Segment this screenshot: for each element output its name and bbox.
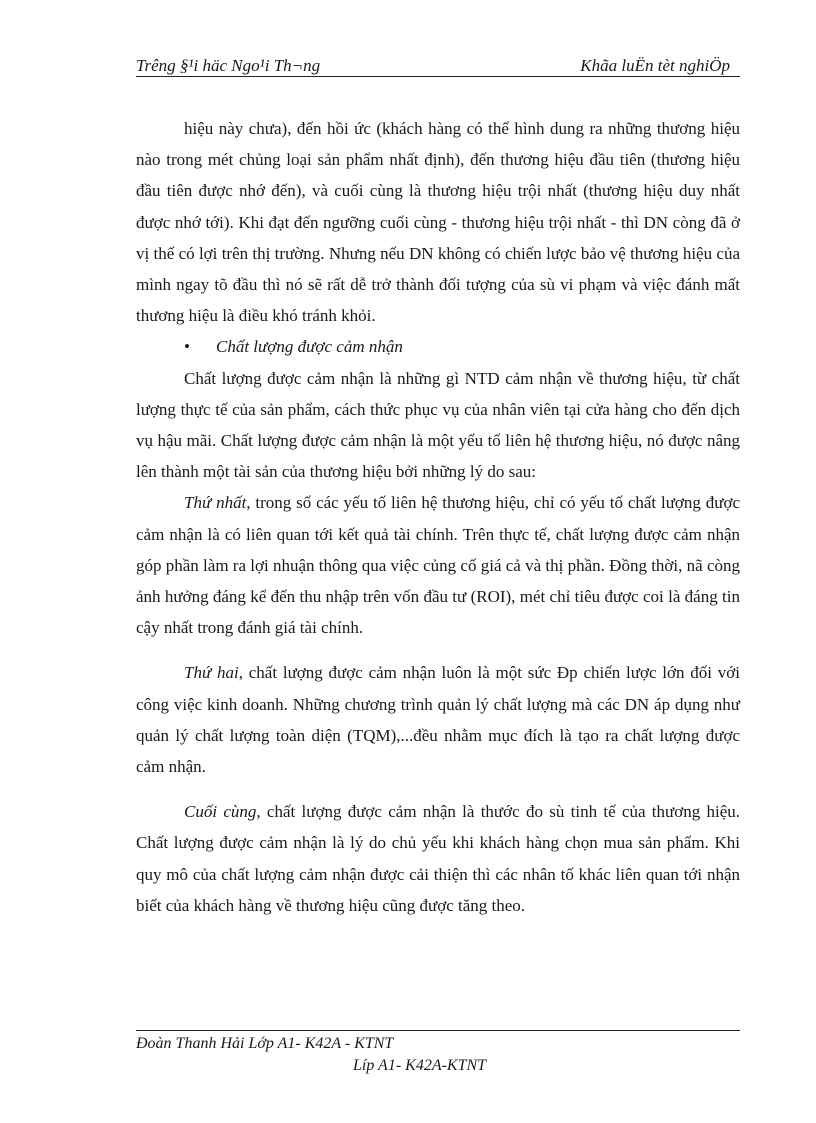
bullet-icon: • bbox=[184, 337, 190, 357]
paragraph-lead: Thứ nhất bbox=[184, 493, 247, 513]
paragraph bbox=[136, 487, 740, 643]
bullet-heading bbox=[136, 331, 740, 362]
footer-class: Líp A1- K42A-KTNT bbox=[353, 1057, 487, 1074]
paragraph-lead: Cuối cùng bbox=[184, 802, 257, 822]
header-school: Trêng §¹i häc Ngo¹i Th¬ng bbox=[136, 56, 321, 75]
paragraph bbox=[136, 796, 740, 921]
header-document-type: Khãa luËn tèt nghiÖp bbox=[580, 56, 730, 75]
paragraph bbox=[136, 657, 740, 782]
page-header bbox=[136, 52, 740, 77]
document-body bbox=[136, 113, 740, 921]
paragraph: Chất lượng được cảm nhận là những gì NTD cảm nhận về thương hiệu, từ chất lượng thực tế của sản phẩm, cách thức phục vụ của nhân viên tại cửa hàng cho đến dịch vụ hậu mãi. Chất lượng được cảm nhận là một yếu tố liên hệ thương hiệu, nó được nâng lên thành một tài sản của thương hiệu bởi những lý do sau: bbox=[136, 368, 740, 482]
paragraph-text: , trong số các yếu tố liên hệ thương hiệu, chỉ có yếu tố chất lượng được cảm nhận là có liên quan tới kết quả tài chính. Trên thực tế, chất lượng được cảm nhận góp phần làm ra lợi nhuận thông qua việc củng cố giá cả và thị phần. Đồng thời, nã còng ảnh hưởng đáng kể đến thu nhập trên vốn đầu tư (ROI), mét chỉ tiêu được coi là đáng tin cậy nhất trong đánh giá tài chính. bbox=[136, 493, 740, 638]
paragraph-text: , chất lượng được cảm nhận luôn là một sức Ðp chiến lược lớn đối với công việc kinh doanh. Những chương trình quản lý chất lượng mà các DN áp dụng như quản lý chất lượng toàn diện (TQM),...đều nhằm mục đích là tạo ra chất lượng được cảm nhận. bbox=[136, 663, 741, 777]
bullet-heading-text: Chất lượng được cảm nhận bbox=[216, 337, 403, 357]
footer-author: Đoàn Thanh Hải Lớp A1- K42A - KTNT bbox=[136, 1035, 394, 1052]
footer-divider bbox=[136, 1030, 740, 1031]
paragraph-text: , chất lượng được cảm nhận là thước đo sù tinh tế của thương hiệu. Chất lượng được cảm nhận là lý do chủ yếu khi khách hàng chọn mua sản phẩm. Khi quy mô của chất lượng cảm nhận được cải thiện thì các nhân tố khác liên quan tới nhận biết của khách hàng về thương hiệu cũng được tăng theo. bbox=[136, 802, 740, 915]
paragraph: hiệu này chưa), đến hồi ức (khách hàng có thể hình dung ra những thương hiệu nào trong mét chủng loại sản phẩm nhất định), đến thương hiệu đầu tiên (thương hiệu đầu tiên được nhớ đến), và cuối cùng là thương hiệu trội nhất (thương hiệu duy nhất được nhớ tới). Khi đạt đến ngưỡng cuối cùng - thương hiệu trội nhất - thì DN còng đã ở vị thế có lợi trên thị trường. Nhưng nếu DN không có chiến lược bảo vệ thương hiệu của mình ngay tõ đầu thì nó sẽ rất dễ trở thành đối tượng của sù vi phạm và việc đánh mất thương hiệu là điều khó tránh khỏi. bbox=[136, 119, 740, 326]
paragraph-lead: Thứ hai bbox=[184, 663, 239, 683]
